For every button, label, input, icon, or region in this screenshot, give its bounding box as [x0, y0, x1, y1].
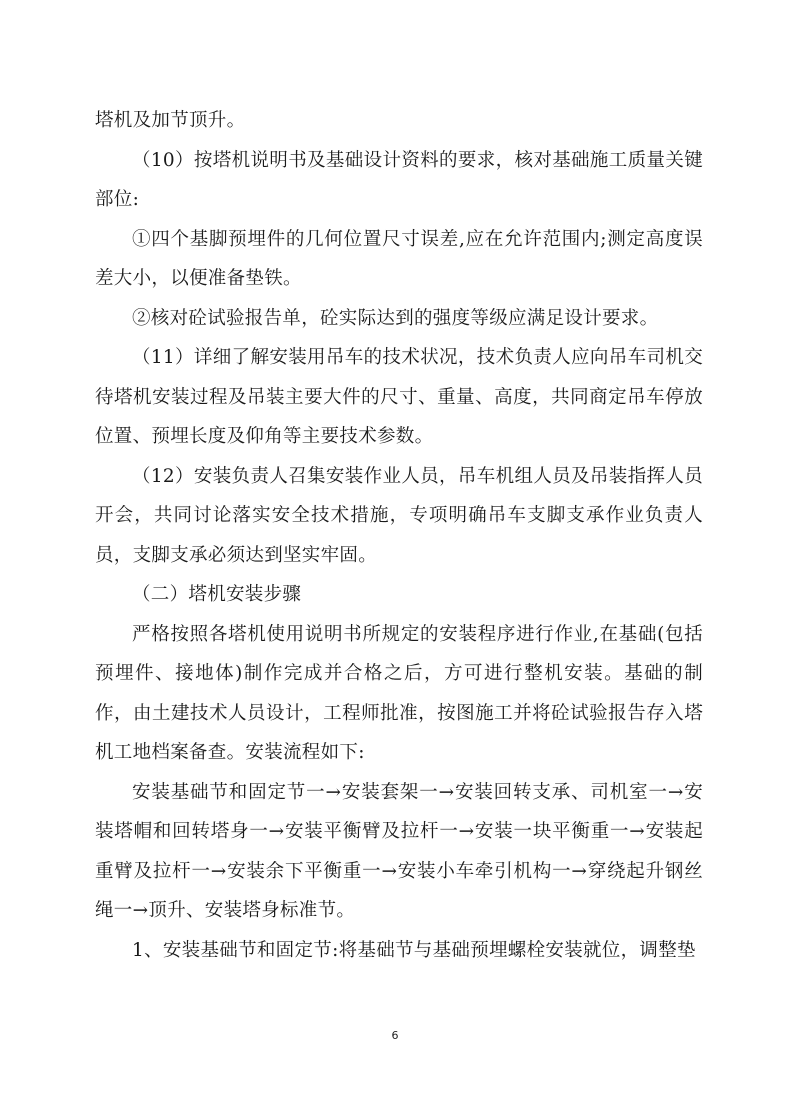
paragraph-subitem-1: ①四个基脚预埋件的几何位置尺寸误差,应在允许范围内;测定高度误差大小，以便准备垫铁。	[95, 228, 703, 289]
paragraph-item-10: （10）按塔机说明书及基础设计资料的要求，核对基础施工质量关键部位:	[95, 149, 703, 210]
paragraph-subitem-2: ②核对砼试验报告单，砼实际达到的强度等级应满足设计要求。	[132, 307, 659, 329]
paragraph-item-12: （12）安装负责人召集安装作业人员，吊车机组人员及吊装指挥人员开会，共同讨论落实安全技术措施，专项明确吊车支脚支承作业负责人员，支脚支承必须达到坚实牢固。	[95, 465, 703, 566]
paragraph-item-11: （11）详细了解安装用吊车的技术状况，技术负责人应向吊车司机交待塔机安装过程及吊装主要大件的尺寸、重量、高度，共同商定吊车停放位置、预埋长度及仰角等主要技术参数。	[95, 347, 703, 447]
paragraph-continuation: 塔机及加节顶升。	[95, 110, 246, 131]
paragraph-install-intro: 严格按照各塔机使用说明书所规定的安装程序进行作业,在基础(包括预埋件、接地体)制作完成并合格之后，方可进行整机安装。基础的制作，由土建技术人员设计，工程师批准，按图施工并将砼试验报告存入塔机工地档案备查。安装流程如下:	[95, 623, 703, 763]
paragraph-install-flow: 安装基础节和固定节一→安装套架一→安装回转支承、司机室一→安装塔帽和回转塔身一→安装平衡臂及拉杆一→安装一块平衡重一→安装起重臂及拉杆一→安装余下平衡重一→安装小车牵引机构一→穿绕起升钢丝绳一→顶升、安装塔身标准节。	[95, 781, 703, 921]
paragraph-step-1: 1、安装基础节和固定节:将基础节与基础预埋螺栓安装就位，调整垫	[132, 939, 696, 961]
section-heading-install-steps: （二）塔机安装步骤	[132, 584, 302, 605]
page-number: 6	[391, 1029, 399, 1042]
document-body	[95, 101, 703, 970]
